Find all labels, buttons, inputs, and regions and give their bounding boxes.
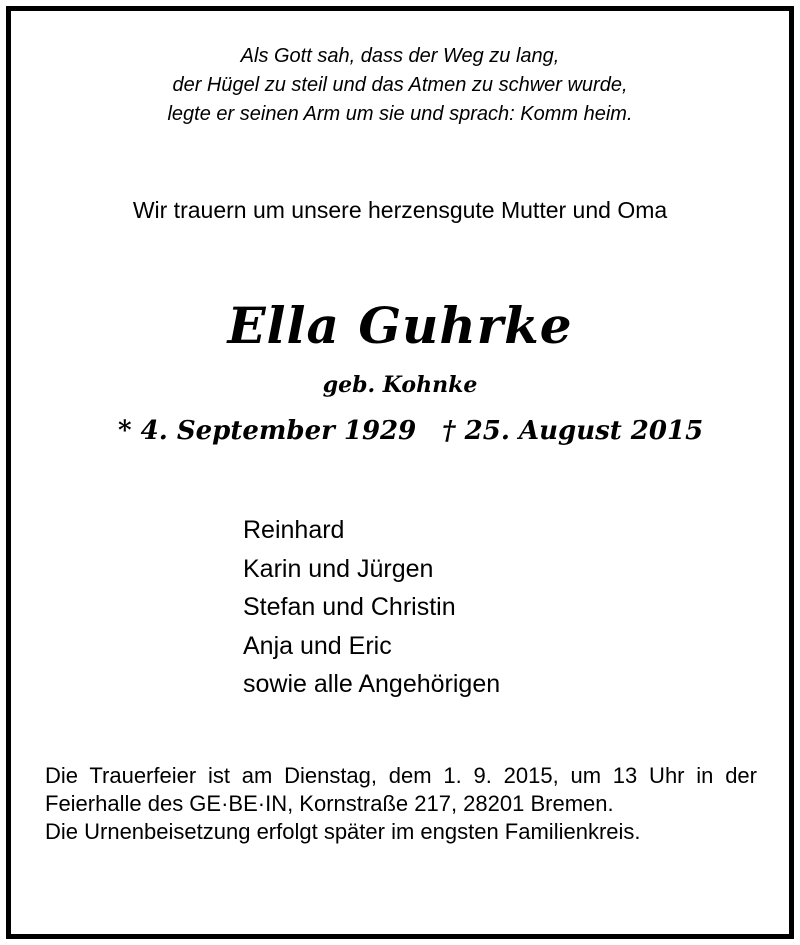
- poem-line: legte er seinen Arm um sie und sprach: Komm heim.: [167, 103, 633, 125]
- deceased-name: Ella Guhrke: [227, 296, 573, 355]
- ceremony-info: [45, 762, 757, 846]
- poem: [0, 42, 800, 129]
- mourner: Anja und Eric: [243, 631, 392, 660]
- mourning-intro: Wir trauern um unsere herzensgute Mutter und Oma: [132, 197, 668, 223]
- mourner: Karin und Jürgen: [243, 554, 434, 583]
- urn-burial-notice: Die Urnenbeisetzung erfolgt später im engsten Familienkreis.: [45, 819, 641, 844]
- funeral-notice: Die Trauerfeier ist am Dienstag, dem 1. 9. 2015, um 13 Uhr in der Feierhalle des GE·BE·IN, Kornstraße 217, 28201 Bremen.: [45, 763, 757, 816]
- mourner: sowie alle Angehörigen: [243, 670, 501, 698]
- mourner: Reinhard: [243, 516, 345, 544]
- poem-line: Als Gott sah, dass der Weg zu lang,: [240, 45, 560, 67]
- birth-date: * 4. September 1929: [118, 416, 417, 446]
- mourner: Stefan und Christin: [243, 593, 456, 621]
- mourners-list: [243, 511, 500, 704]
- maiden-name: geb. Kohnke: [322, 372, 478, 398]
- poem-line: der Hügel zu steil und das Atmen zu schwer wurde,: [172, 74, 628, 96]
- death-date: † 25. August 2015: [442, 416, 704, 446]
